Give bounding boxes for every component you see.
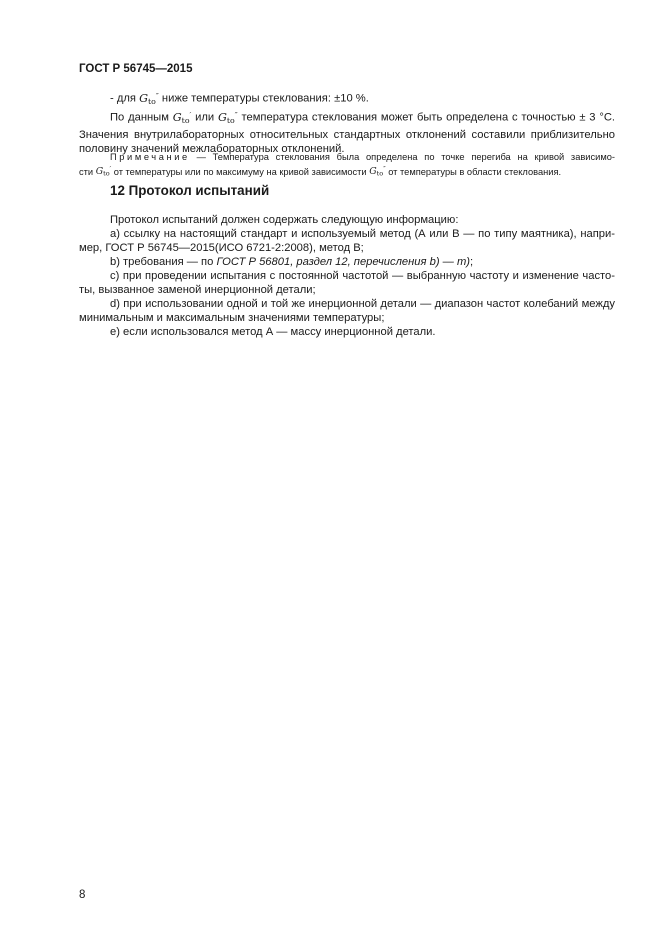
note-line-1: Примечание — Температура стеклования была определена по точке перегиба на кривой зависимо- xyxy=(110,152,615,162)
note-block xyxy=(79,151,615,181)
report-requirements xyxy=(79,213,615,339)
g-double-prime-symbol: $G_{to}''$ xyxy=(139,91,159,106)
g-prime-symbol: $G_{to}'$ xyxy=(95,165,112,179)
note-label: Примечание xyxy=(110,152,190,162)
g-double-prime-symbol: $G_{to}''$ xyxy=(217,110,238,125)
deviation-line: Значения внутрилабораторных относительных стандартных отклонений составили приблизительно xyxy=(79,128,615,141)
item-d: d) при использовании одной и той же инерционной детали — диапазон частот колебаний между xyxy=(110,298,615,310)
item-b: b) требования — по ГОСТ Р 56801, раздел 12, перечисления b) — m); xyxy=(110,256,474,268)
item-a: a) ссылку на настоящий стандарт и используемый метод (А или В — по типу маятника), напри- xyxy=(110,228,615,240)
item-a-cont: мер, ГОСТ Р 56745—2015(ИСО 6721-2:2008), метод В; xyxy=(79,242,364,254)
page-number: 8 xyxy=(79,889,86,901)
item-d-cont: минимальным и максимальным значениями температуры; xyxy=(79,312,385,324)
section-heading: 12 Протокол испытаний xyxy=(110,183,270,198)
item-e: е) если использовался метод А — массу инерционной детали. xyxy=(110,326,436,338)
accuracy-line: По данным $G_{to}'$ или $G_{to}''$ температура стеклования может быть определена с точностью ± 3 °С. xyxy=(110,110,616,125)
item-c-cont: ты, вызванное заменой инерционной детали; xyxy=(79,284,316,296)
tolerance-line: - для $G_{to}''$ ниже температуры стеклования: ±10 %. xyxy=(110,91,369,106)
item-c: с) при проведении испытания с постоянной частотой — выбранную частоту и изменение часто- xyxy=(110,270,615,282)
note-line-2: сти $G_{to}'$ от температуры или по максимуму на кривой зависимости $G_{to}''$ от температуры в области стеклования. xyxy=(79,165,562,179)
document-code: ГОСТ Р 56745—2015 xyxy=(79,63,193,75)
accuracy-paragraph xyxy=(79,89,615,156)
g-prime-symbol: $G_{to}'$ xyxy=(172,110,192,125)
report-intro: Протокол испытаний должен содержать следующую информацию: xyxy=(110,214,459,226)
g-double-prime-symbol: $G_{to}''$ xyxy=(369,165,386,179)
deviation-line-end: половину значений межлабораторных отклонений. xyxy=(79,142,345,155)
standard-reference: ГОСТ Р 56801, раздел 12, перечисления b) — m) xyxy=(216,256,470,268)
